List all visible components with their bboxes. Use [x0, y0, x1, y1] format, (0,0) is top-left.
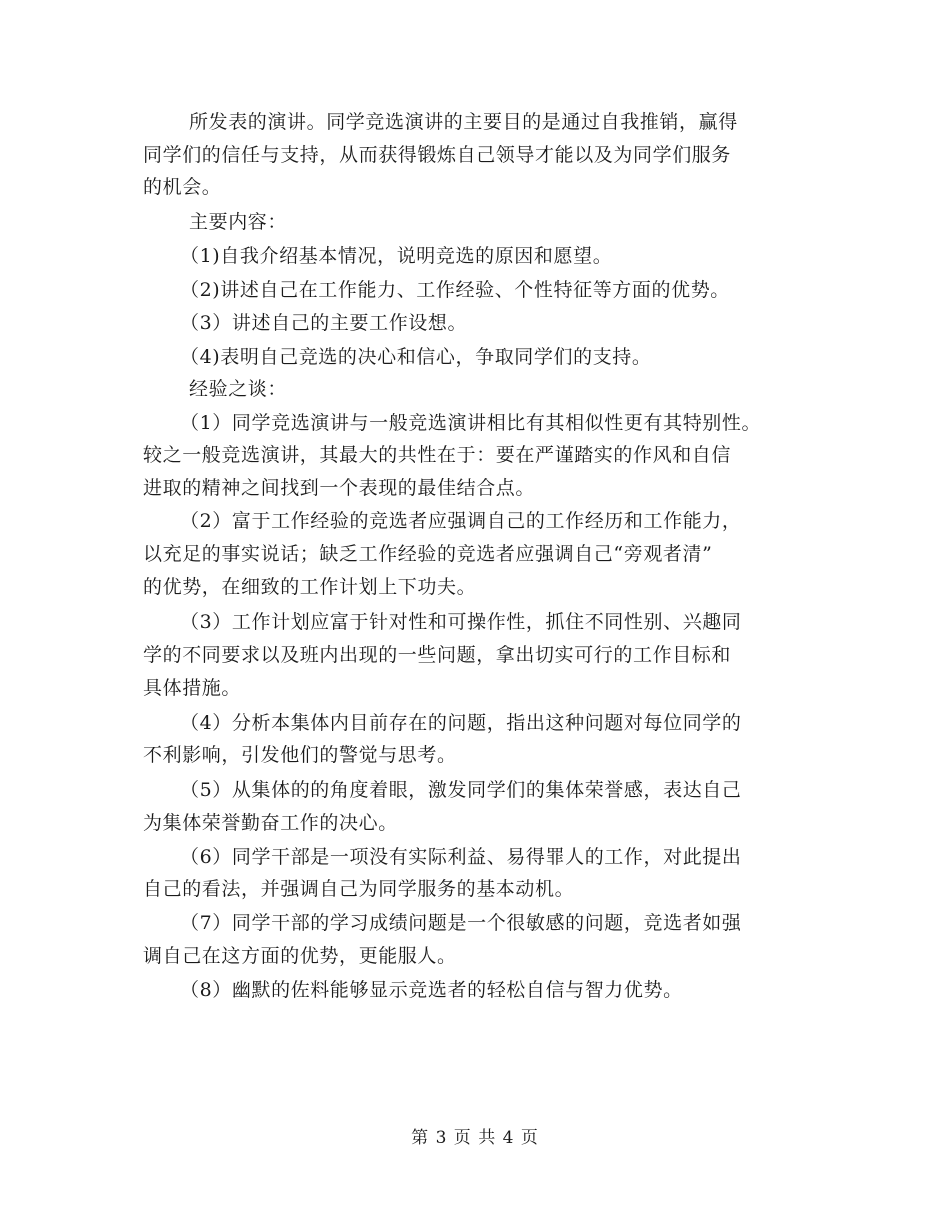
list-item: （4)表明自己竞选的决心和信心，争取同学们的支持。	[180, 346, 652, 368]
paragraph-line: 所发表的演讲。同学竞选演讲的主要目的是通过自我推销，赢得	[189, 111, 738, 133]
page-number-footer: 第 3 页 共 4 页	[411, 1128, 539, 1148]
list-item: （1）同学竞选演讲与一般竞选演讲相比有其相似性更有其特别性。	[180, 412, 762, 434]
paragraph-line: 进取的精神之间找到一个表现的最佳结合点。	[143, 477, 536, 499]
list-item: （6）同学干部是一项没有实际利益、易得罪人的工作，对此提出	[180, 846, 742, 868]
paragraph-line: 的优势，在细致的工作计划上下功夫。	[143, 576, 477, 598]
paragraph-line: 自己的看法，并强调自己为同学服务的基本动机。	[143, 878, 575, 900]
paragraph-line: 同学们的信任与支持，从而获得锻炼自己领导才能以及为同学们服务	[143, 144, 732, 166]
paragraph-line: 以充足的事实说话；缺乏工作经验的竞选者应强调自己“旁观者清”	[143, 543, 713, 565]
list-item: （7）同学干部的学习成绩问题是一个很敏感的问题，竞选者如强	[180, 912, 742, 934]
paragraph-line: 具体措施。	[143, 677, 242, 699]
section-heading: 主要内容：	[189, 211, 288, 233]
paragraph-line: 为集体荣誉勤奋工作的决心。	[143, 812, 398, 834]
list-item: （2）富于工作经验的竞选者应强调自己的工作经历和工作能力，	[180, 510, 742, 532]
paragraph-line: 学的不同要求以及班内出现的一些问题，拿出切实可行的工作目标和	[143, 644, 732, 666]
list-item: （2)讲述自己在工作能力、工作经验、个性特征等方面的优势。	[180, 279, 730, 301]
paragraph-line: 不利影响，引发他们的警觉与思考。	[143, 744, 457, 766]
list-item: （5）从集体的的角度着眼，激发同学们的集体荣誉感，表达自己	[180, 779, 742, 801]
list-item: （1)自我介绍基本情况，说明竞选的原因和愿望。	[180, 245, 613, 267]
section-heading: 经验之谈：	[189, 378, 288, 400]
paragraph-line: 的机会。	[143, 176, 222, 198]
list-item: （3）工作计划应富于针对性和可操作性，抓住不同性别、兴趣同	[180, 611, 742, 633]
list-item: （4）分析本集体内目前存在的问题，指出这种问题对每位同学的	[180, 712, 742, 734]
paragraph-line: 调自己在这方面的优势，更能服人。	[143, 945, 457, 967]
list-item: （8）幽默的佐料能够显示竞选者的轻松自信与智力优势。	[180, 979, 683, 1001]
list-item: （3）讲述自己的主要工作设想。	[180, 312, 468, 334]
paragraph-line: 较之一般竞选演讲，其最大的共性在于：要在严谨踏实的作风和自信	[143, 444, 732, 466]
